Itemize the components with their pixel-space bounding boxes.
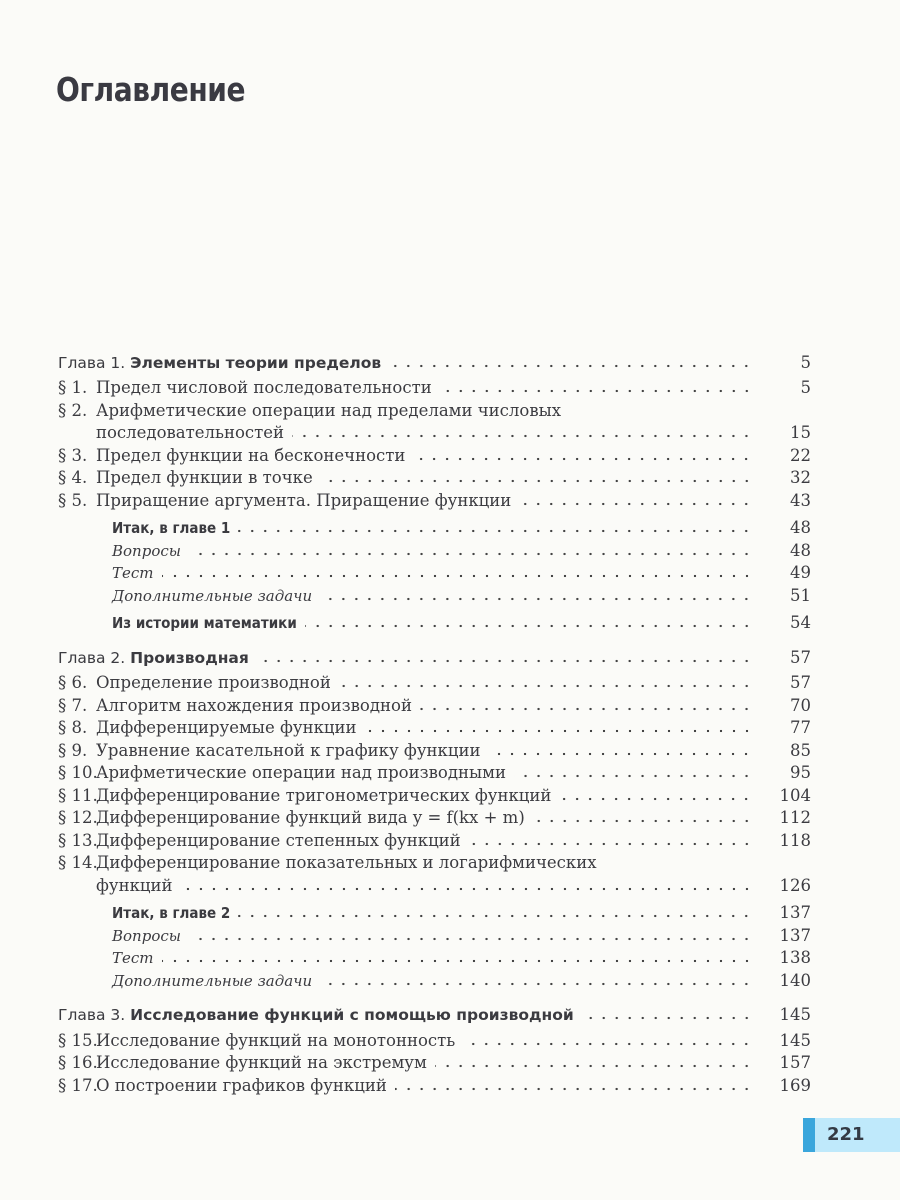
page-number: 221 (827, 1124, 865, 1145)
toc-entry-it[interactable] (58, 946, 811, 969)
page-ref: 85 (790, 740, 811, 760)
page-ref: 48 (790, 540, 811, 560)
section-title: Исследование функций на монотонность (96, 1030, 456, 1050)
page-ref: 157 (779, 1053, 811, 1072)
toc-entry-it[interactable] (58, 583, 811, 606)
toc-entry-sec[interactable] (58, 851, 803, 874)
toc-entry-sec[interactable] (58, 806, 811, 829)
section-number: § 6. (58, 673, 88, 692)
page-ref: 126 (779, 875, 811, 895)
toc-entry-sec[interactable] (58, 466, 811, 489)
entry-title: Итак, в главе 2 (112, 904, 231, 922)
entry-title (58, 648, 249, 668)
section-title: Алгоритм нахождения производной (96, 695, 412, 715)
page-title: Оглавление (56, 70, 246, 109)
section-number: § 15. (58, 1030, 98, 1050)
section-title: Приращение аргумента. Приращение функции (96, 490, 512, 510)
toc-entry-sec[interactable] (58, 828, 811, 851)
chapter-label: Глава 3. (58, 1006, 126, 1024)
toc-entry-chapter[interactable] (58, 645, 811, 668)
dot-leader (533, 819, 753, 823)
dot-leader (292, 434, 753, 438)
dot-leader (320, 597, 753, 601)
toc-entry-sec[interactable] (58, 1028, 811, 1051)
entry-title: последовательностей (96, 423, 285, 442)
dot-leader (395, 1087, 753, 1091)
page-ref: 32 (790, 468, 811, 487)
dot-leader (305, 624, 753, 628)
page-ref: 70 (790, 695, 811, 715)
entry-title (58, 741, 480, 761)
section-title: Предел числовой последовательности (96, 378, 432, 397)
entry-title (58, 378, 432, 398)
section-title: Уравнение касательной к графику функции (96, 740, 481, 760)
entry-title: Дополнительные задачи (112, 971, 313, 990)
entry-title (58, 353, 381, 373)
page-ref: 138 (779, 948, 811, 967)
section-number: § 13. (58, 830, 98, 850)
dot-leader (238, 914, 753, 918)
toc-entry-sec[interactable] (58, 1073, 811, 1096)
page-ref: 140 (779, 970, 811, 990)
page-ref: 49 (790, 563, 811, 582)
dot-leader (257, 659, 753, 663)
entry-title (58, 763, 506, 783)
page-number-badge (803, 1118, 900, 1152)
section-number: § 2. (58, 400, 88, 420)
dot-leader (320, 982, 753, 986)
toc-entry-bold[interactable] (58, 516, 811, 539)
dot-leader (519, 502, 753, 506)
toc-entry-chapter[interactable] (58, 1003, 811, 1026)
dot-leader (559, 797, 753, 801)
section-title: Дифференцирование показательных и логарифмических (96, 853, 597, 872)
dot-leader (321, 479, 753, 483)
dot-leader (582, 1016, 753, 1020)
page-ref: 51 (790, 585, 811, 605)
page-ref: 104 (779, 785, 811, 805)
entry-title (58, 468, 313, 488)
chapter-label: Глава 2. (58, 648, 126, 667)
toc-entry-chapter[interactable] (58, 350, 811, 373)
dot-leader (365, 729, 754, 733)
entry-title: Вопросы (112, 926, 181, 945)
section-number: § 9. (58, 740, 88, 760)
toc-entry-it[interactable] (58, 538, 811, 561)
toc-entry-sec[interactable] (58, 738, 811, 761)
section-number: § 4. (58, 468, 88, 487)
entry-title (58, 808, 525, 828)
dot-leader (339, 684, 753, 688)
entry-title: Дополнительные задачи (112, 586, 313, 605)
entry-title (58, 446, 405, 466)
dot-leader (413, 457, 753, 461)
toc-entry-sec[interactable] (58, 716, 811, 739)
toc-entry-bold[interactable] (58, 901, 811, 924)
section-title: Определение производной (96, 673, 331, 692)
toc-entry-sec[interactable] (58, 761, 811, 784)
toc-entry-it[interactable] (58, 968, 811, 991)
entry-title (58, 401, 561, 421)
page-ref: 57 (790, 673, 811, 692)
toc-entry-sec[interactable] (58, 376, 811, 399)
dot-leader (189, 552, 753, 556)
entry-title (58, 831, 461, 851)
dot-leader (488, 752, 753, 756)
dot-leader (389, 364, 753, 368)
section-number: § 3. (58, 445, 88, 465)
toc-entry-sec[interactable] (58, 693, 811, 716)
chapter-label: Глава 1. (58, 353, 126, 372)
page-ref: 5 (800, 378, 811, 397)
section-title: Арифметические операции над пределами числовых (96, 400, 562, 420)
page-ref: 145 (779, 1005, 811, 1024)
dot-leader (162, 959, 753, 963)
toc-entry-cont[interactable] (58, 421, 811, 444)
entry-title (58, 786, 551, 806)
toc-entry-sec[interactable] (58, 398, 803, 421)
entry-title: Из истории математики (112, 614, 297, 632)
page-ref: 145 (779, 1030, 811, 1050)
entry-title (58, 853, 597, 873)
toc-entry-cont[interactable] (58, 873, 811, 896)
page-ref: 137 (779, 925, 811, 945)
chapter-title: Производная (130, 648, 249, 667)
section-number: § 14. (58, 853, 98, 872)
page-ref: 48 (790, 518, 811, 537)
entry-title: функций (96, 875, 173, 895)
dot-leader (181, 887, 753, 891)
entry-title (58, 1005, 574, 1025)
chapter-title: Элементы теории пределов (130, 353, 382, 372)
page-ref: 22 (790, 445, 811, 465)
entry-title (58, 1031, 455, 1051)
section-number: § 16. (58, 1053, 98, 1072)
badge-accent-strip (803, 1118, 815, 1152)
page-ref: 95 (790, 763, 811, 782)
toc-entry-sec[interactable] (58, 783, 811, 806)
dot-leader (189, 937, 753, 941)
dot-leader (420, 707, 753, 711)
toc-entry-sec[interactable] (58, 1051, 811, 1074)
dot-leader (469, 842, 753, 846)
page-ref: 112 (779, 808, 811, 827)
table-of-contents (58, 350, 811, 1096)
page-ref: 118 (779, 830, 811, 850)
entry-title (58, 718, 357, 738)
chapter-title: Исследование функций с помощью производной (130, 1006, 574, 1024)
dot-leader (463, 1042, 753, 1046)
entry-title: Итак, в главе 1 (112, 519, 231, 537)
toc-entry-bold[interactable] (58, 611, 811, 634)
entry-title: Вопросы (112, 541, 181, 560)
entry-title (58, 673, 331, 693)
toc-entry-it[interactable] (58, 561, 811, 584)
section-number: § 1. (58, 378, 88, 397)
section-title: Дифференцирование степенных функций (96, 830, 461, 850)
entry-title (58, 1053, 427, 1073)
page-ref: 77 (790, 718, 811, 737)
section-title: Дифференцируемые функции (96, 718, 357, 737)
section-title: Арифметические операции над производными (96, 763, 506, 782)
page-ref: 169 (779, 1075, 811, 1095)
section-title: Дифференцирование функций вида y = f(kx + m) (96, 808, 525, 827)
toc-entry-sec[interactable] (58, 671, 811, 694)
section-title: Предел функции на бесконечности (96, 445, 406, 465)
toc-entry-it[interactable] (58, 923, 811, 946)
section-number: § 10. (58, 763, 98, 782)
section-title: Исследование функций на экстремум (96, 1053, 427, 1072)
entry-title: Тест (112, 949, 154, 967)
section-title: Дифференцирование тригонометрических функций (96, 785, 552, 805)
section-number: § 12. (58, 808, 98, 827)
page-ref: 137 (779, 903, 811, 922)
dot-leader (162, 574, 753, 578)
page-ref: 15 (790, 423, 811, 442)
entry-title (58, 491, 511, 511)
section-number: § 17. (58, 1075, 98, 1095)
toc-entry-sec[interactable] (58, 443, 811, 466)
section-number: § 5. (58, 490, 88, 510)
dot-leader (514, 774, 753, 778)
dot-leader (440, 389, 753, 393)
page-ref: 5 (800, 352, 811, 372)
entry-title (58, 696, 412, 716)
dot-leader (435, 1064, 753, 1068)
section-number: § 7. (58, 695, 88, 715)
page-ref: 54 (790, 613, 811, 632)
page-ref: 57 (790, 647, 811, 667)
toc-entry-sec[interactable] (58, 488, 811, 511)
entry-title (58, 1076, 387, 1096)
dot-leader (238, 529, 753, 533)
section-number: § 8. (58, 718, 88, 737)
section-title: Предел функции в точке (96, 468, 313, 487)
section-title: О построении графиков функций (96, 1075, 387, 1095)
page-ref: 43 (790, 490, 811, 510)
section-number: § 11. (58, 785, 98, 805)
entry-title: Тест (112, 564, 154, 582)
